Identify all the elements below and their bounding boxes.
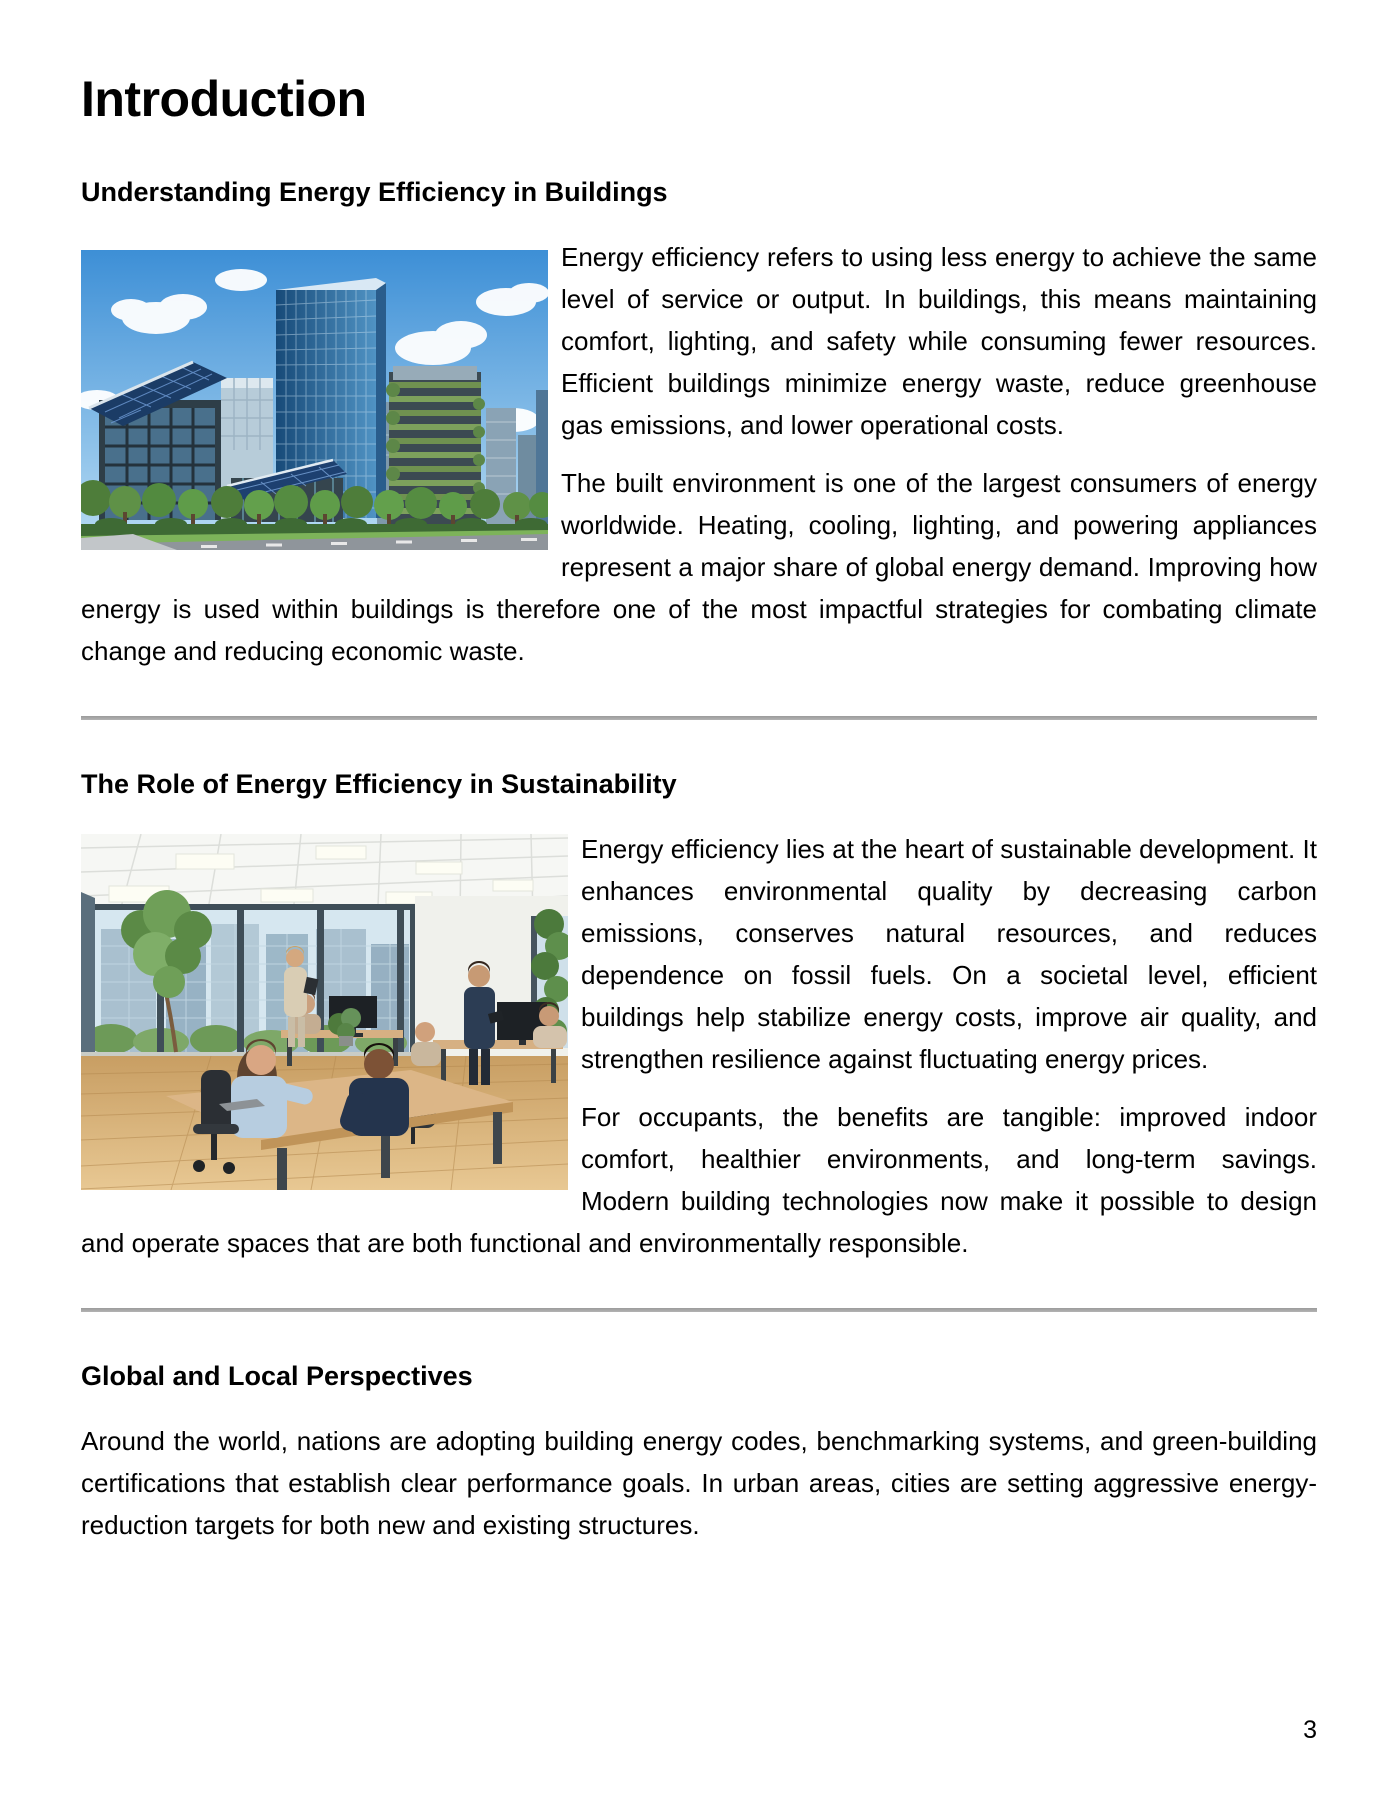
- paragraph: The built environment is one of the largest consumers of energy worldwide. Heating, cooling, lighting, and powering appliances represent a major share of global energy demand. Improving how energy is used within buildings is therefore one of the most impactful strategies for combating climate change and reducing economic waste.: [81, 468, 1317, 666]
- office-photo: [81, 834, 568, 1190]
- section-heading-understanding: Understanding Energy Efficiency in Buildings: [81, 177, 668, 207]
- green-city-photo: [81, 250, 548, 550]
- section-divider: [81, 1308, 1317, 1312]
- paragraph: Energy efficiency lies at the heart of sustainable development. It enhances environmental quality by decreasing carbon emissions, conserves natural resources, and reduces dependence on fossil fuels. On a societal level, efficient buildings help stabilize energy costs, improve air quality, and strengthen resilience against fluctuating energy prices.: [581, 834, 1317, 1074]
- section-understanding-body: [81, 236, 1317, 672]
- paragraph: Energy efficiency refers to using less energy to achieve the same level of service or output. In buildings, this means maintaining comfort, lighting, and safety while consuming fewer resources. Efficient buildings minimize energy waste, reduce greenhouse gas emissions, and lower operational costs.: [561, 242, 1317, 440]
- section-divider: [81, 716, 1317, 720]
- section-heading-global: Global and Local Perspectives: [81, 1361, 473, 1391]
- section-global-body: [81, 1420, 1317, 1546]
- page-title: Introduction: [81, 71, 367, 127]
- section-role-body: [81, 828, 1317, 1264]
- paragraph: For occupants, the benefits are tangible: improved indoor comfort, healthier environments, and long-term savings. Modern building technologies now make it possible to design and operate spaces that are both functional and environmentally responsible.: [81, 1102, 1317, 1258]
- section-heading-role: The Role of Energy Efficiency in Sustainability: [81, 769, 677, 799]
- page-number: 3: [1303, 1716, 1317, 1744]
- paragraph: Around the world, nations are adopting building energy codes, benchmarking systems, and green-building certifications that establish clear performance goals. In urban areas, cities are setting aggressive energy-reduction targets for both new and existing structures.: [81, 1426, 1317, 1540]
